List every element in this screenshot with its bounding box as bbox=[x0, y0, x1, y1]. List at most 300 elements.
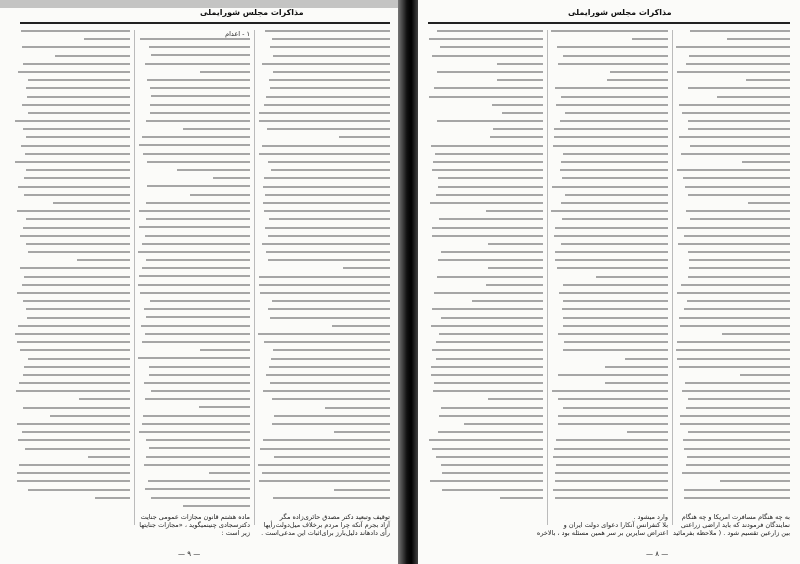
illegible-text-line bbox=[560, 120, 668, 122]
illegible-text-line bbox=[557, 46, 668, 48]
illegible-text-line bbox=[17, 210, 130, 212]
illegible-text-line bbox=[144, 382, 250, 384]
illegible-text-line bbox=[563, 55, 668, 57]
illegible-text-line bbox=[560, 169, 668, 171]
illegible-text-line bbox=[687, 300, 790, 302]
illegible-text-line bbox=[432, 235, 543, 237]
illegible-text-line bbox=[267, 128, 390, 130]
illegible-text-line bbox=[488, 398, 543, 400]
illegible-text-line bbox=[28, 251, 130, 253]
illegible-text-line bbox=[24, 276, 130, 278]
illegible-text-line bbox=[200, 349, 250, 351]
illegible-text-line bbox=[339, 136, 390, 138]
illegible-text-line bbox=[22, 46, 130, 48]
illegible-text-line bbox=[432, 55, 543, 57]
illegible-text-line bbox=[607, 79, 668, 81]
illegible-text-line bbox=[26, 243, 130, 245]
illegible-text-line bbox=[27, 317, 130, 319]
illegible-text-line bbox=[688, 128, 791, 130]
illegible-text-line bbox=[28, 112, 130, 114]
illegible-text-line bbox=[50, 415, 130, 417]
illegible-text-line bbox=[551, 30, 668, 32]
illegible-text-line bbox=[272, 38, 390, 40]
illegible-text-line bbox=[146, 439, 250, 441]
illegible-text-line bbox=[472, 300, 543, 302]
illegible-text-line bbox=[343, 267, 390, 269]
page-header: مذاکرات مجلس شورایملی bbox=[568, 8, 672, 17]
illegible-text-line bbox=[146, 259, 250, 261]
illegible-text-line bbox=[265, 194, 390, 196]
illegible-text-line bbox=[605, 382, 668, 384]
illegible-text-line bbox=[431, 374, 543, 376]
illegible-text-line bbox=[23, 300, 130, 302]
illegible-text-line bbox=[720, 480, 790, 482]
illegible-text-line bbox=[265, 227, 390, 229]
illegible-text-line bbox=[27, 96, 130, 98]
illegible-text-line bbox=[22, 284, 130, 286]
illegible-text-line bbox=[686, 407, 790, 409]
illegible-text-line bbox=[432, 448, 543, 450]
text-line: ماده هشتم قانون مجازات عمومی جنایت bbox=[140, 513, 250, 521]
illegible-text-line bbox=[270, 87, 390, 89]
text-line: وارد میشود . bbox=[633, 513, 668, 521]
illegible-text-line bbox=[676, 46, 790, 48]
illegible-text-line bbox=[558, 423, 668, 425]
illegible-text-line bbox=[268, 235, 390, 237]
illegible-text-line bbox=[145, 235, 250, 237]
illegible-text-line bbox=[25, 153, 130, 155]
illegible-text-line bbox=[142, 267, 250, 269]
illegible-text-line bbox=[17, 480, 130, 482]
illegible-text-line bbox=[434, 382, 543, 384]
illegible-text-line bbox=[551, 210, 668, 212]
illegible-text-line bbox=[143, 415, 250, 417]
illegible-text-line bbox=[84, 38, 130, 40]
text-line: توقیف وتبعید دکتر مصدق حائری‌زاده مگر bbox=[279, 513, 390, 521]
illegible-text-line bbox=[689, 55, 790, 57]
illegible-text-line bbox=[28, 489, 130, 491]
column-2 bbox=[258, 30, 390, 510]
illegible-text-line bbox=[20, 267, 130, 269]
illegible-text-line bbox=[687, 456, 790, 458]
illegible-text-line bbox=[563, 153, 668, 155]
illegible-text-line bbox=[441, 464, 543, 466]
illegible-text-line bbox=[565, 194, 668, 196]
illegible-text-line bbox=[556, 104, 668, 106]
illegible-text-line bbox=[563, 300, 668, 302]
illegible-text-line bbox=[23, 227, 130, 229]
illegible-text-line bbox=[21, 30, 130, 32]
illegible-text-line bbox=[145, 333, 250, 335]
illegible-text-line bbox=[486, 210, 543, 212]
page-number: — ۸ — bbox=[646, 550, 669, 558]
illegible-text-line bbox=[688, 120, 790, 122]
illegible-text-line bbox=[270, 317, 390, 319]
column-1 bbox=[138, 30, 250, 510]
illegible-text-line bbox=[742, 161, 790, 163]
illegible-text-line bbox=[146, 218, 250, 220]
illegible-text-line bbox=[26, 218, 130, 220]
illegible-text-line bbox=[26, 87, 130, 89]
illegible-text-line bbox=[563, 317, 668, 319]
illegible-text-line bbox=[22, 104, 130, 106]
illegible-text-line bbox=[272, 398, 390, 400]
illegible-text-line bbox=[684, 489, 790, 491]
illegible-text-line bbox=[28, 358, 130, 360]
column-2 bbox=[551, 30, 668, 510]
illegible-text-line bbox=[26, 308, 130, 310]
illegible-text-line bbox=[146, 120, 250, 122]
illegible-text-line bbox=[431, 325, 543, 327]
illegible-text-line bbox=[190, 194, 250, 196]
illegible-text-line bbox=[138, 357, 250, 359]
column-divider bbox=[672, 30, 673, 525]
illegible-text-line bbox=[690, 30, 790, 32]
illegible-text-line bbox=[433, 161, 543, 163]
illegible-text-line bbox=[139, 210, 250, 212]
illegible-text-line bbox=[432, 169, 543, 171]
illegible-text-line bbox=[558, 398, 668, 400]
illegible-text-line bbox=[273, 71, 390, 73]
illegible-text-line bbox=[679, 317, 790, 319]
illegible-text-line bbox=[683, 439, 790, 441]
illegible-text-line bbox=[685, 382, 790, 384]
illegible-text-line bbox=[555, 472, 669, 474]
illegible-text-line bbox=[556, 464, 668, 466]
illegible-text-line bbox=[266, 374, 390, 376]
illegible-text-line bbox=[437, 30, 543, 32]
illegible-text-line bbox=[690, 218, 790, 220]
illegible-text-line bbox=[677, 292, 790, 294]
illegible-text-line bbox=[464, 423, 544, 425]
illegible-text-line bbox=[430, 480, 543, 482]
illegible-text-line bbox=[554, 448, 668, 450]
illegible-text-line bbox=[140, 292, 250, 294]
text-line: نمایندگان فرمودند که باید اراضی زراعتی bbox=[680, 521, 790, 529]
illegible-text-line bbox=[24, 194, 130, 196]
illegible-text-line bbox=[682, 112, 790, 114]
text-line: زیر است : bbox=[221, 529, 250, 537]
illegible-text-line bbox=[17, 341, 130, 343]
illegible-text-line bbox=[432, 227, 543, 229]
illegible-text-line bbox=[144, 308, 250, 310]
illegible-text-line bbox=[436, 194, 543, 196]
illegible-text-line bbox=[262, 243, 390, 245]
illegible-text-line bbox=[145, 488, 250, 490]
illegible-text-line bbox=[259, 153, 390, 155]
illegible-text-line bbox=[563, 325, 668, 327]
illegible-text-line bbox=[685, 186, 790, 188]
illegible-text-line bbox=[17, 423, 130, 425]
illegible-text-line bbox=[563, 407, 668, 409]
illegible-text-line bbox=[438, 177, 543, 179]
illegible-text-line bbox=[262, 145, 390, 147]
illegible-text-line bbox=[19, 464, 130, 466]
illegible-text-line bbox=[258, 333, 390, 335]
illegible-text-line bbox=[260, 292, 390, 294]
illegible-text-line bbox=[268, 259, 390, 261]
illegible-text-line bbox=[151, 95, 250, 97]
illegible-text-line bbox=[442, 472, 543, 474]
illegible-text-line bbox=[441, 251, 543, 253]
illegible-text-line bbox=[18, 186, 130, 188]
illegible-text-line bbox=[259, 112, 390, 114]
illegible-text-line bbox=[438, 431, 543, 433]
illegible-text-line bbox=[429, 38, 543, 40]
illegible-text-line bbox=[145, 63, 250, 65]
illegible-text-line bbox=[77, 259, 130, 261]
illegible-text-line bbox=[688, 251, 790, 253]
illegible-text-line bbox=[23, 63, 130, 65]
illegible-text-line bbox=[146, 202, 250, 204]
illegible-text-line bbox=[149, 447, 250, 449]
illegible-text-line bbox=[434, 87, 543, 89]
illegible-text-line bbox=[26, 136, 130, 138]
bottom-text bbox=[258, 513, 390, 537]
illegible-text-line bbox=[200, 71, 250, 73]
illegible-text-line bbox=[557, 267, 668, 269]
illegible-text-line bbox=[143, 153, 250, 155]
illegible-text-line bbox=[679, 366, 790, 368]
illegible-text-line bbox=[562, 177, 668, 179]
illegible-text-line bbox=[439, 333, 543, 335]
illegible-text-line bbox=[266, 96, 390, 98]
illegible-text-line bbox=[19, 382, 130, 384]
illegible-text-line bbox=[269, 79, 390, 81]
illegible-text-line bbox=[262, 63, 390, 65]
illegible-text-line bbox=[16, 390, 130, 392]
illegible-text-line bbox=[272, 423, 390, 425]
illegible-text-line bbox=[432, 349, 543, 351]
illegible-text-line bbox=[680, 423, 790, 425]
illegible-text-line bbox=[561, 161, 668, 163]
illegible-text-line bbox=[553, 145, 669, 147]
illegible-text-line bbox=[17, 472, 130, 474]
illegible-text-line bbox=[142, 341, 250, 343]
illegible-text-line bbox=[25, 448, 130, 450]
illegible-text-line bbox=[20, 349, 130, 351]
illegible-text-line bbox=[265, 30, 390, 32]
illegible-text-line bbox=[605, 366, 668, 368]
illegible-text-line bbox=[140, 38, 250, 40]
illegible-text-line bbox=[15, 161, 130, 163]
illegible-text-line bbox=[431, 366, 543, 368]
illegible-text-line bbox=[145, 398, 250, 400]
illegible-text-line bbox=[552, 390, 668, 392]
illegible-text-line bbox=[139, 431, 250, 433]
illegible-text-line bbox=[437, 276, 543, 278]
illegible-text-line bbox=[264, 210, 390, 212]
illegible-text-line bbox=[138, 251, 250, 253]
illegible-text-line bbox=[688, 431, 790, 433]
illegible-text-line bbox=[438, 259, 543, 261]
illegible-text-line bbox=[688, 398, 790, 400]
illegible-text-line bbox=[558, 63, 668, 65]
illegible-text-line bbox=[627, 431, 668, 433]
illegible-text-line bbox=[209, 472, 250, 474]
illegible-text-line bbox=[263, 439, 390, 441]
illegible-text-line bbox=[722, 333, 790, 335]
illegible-text-line bbox=[486, 284, 543, 286]
text-line: رأی دادهاند دلیل‌بارز برای‌اثبات این مدعی‌است . bbox=[261, 529, 390, 537]
illegible-text-line bbox=[554, 136, 668, 138]
illegible-text-line bbox=[562, 308, 668, 310]
illegible-text-line bbox=[439, 415, 543, 417]
illegible-text-line bbox=[144, 464, 250, 466]
header-rule bbox=[428, 22, 790, 24]
illegible-text-line bbox=[553, 489, 668, 491]
illegible-text-line bbox=[679, 136, 790, 138]
text-line: بلا کنفرانس آنکارا دعوای دولت ایران و bbox=[563, 521, 668, 529]
column-divider bbox=[254, 30, 255, 525]
illegible-text-line bbox=[20, 235, 130, 237]
illegible-text-line bbox=[488, 243, 543, 245]
illegible-text-line bbox=[596, 276, 668, 278]
illegible-text-line bbox=[436, 456, 543, 458]
illegible-text-line bbox=[497, 63, 543, 65]
illegible-text-line bbox=[688, 194, 790, 196]
illegible-text-line bbox=[431, 145, 543, 147]
book-gutter bbox=[398, 0, 420, 564]
illegible-text-line bbox=[15, 120, 130, 122]
illegible-text-line bbox=[142, 243, 250, 245]
illegible-text-line bbox=[273, 497, 390, 499]
illegible-text-line bbox=[686, 210, 790, 212]
illegible-text-line bbox=[676, 349, 790, 351]
illegible-text-line bbox=[690, 145, 790, 147]
illegible-text-line bbox=[610, 71, 668, 73]
illegible-text-line bbox=[558, 415, 668, 417]
illegible-text-line bbox=[262, 472, 390, 474]
illegible-text-line bbox=[441, 407, 543, 409]
illegible-text-line bbox=[438, 186, 543, 188]
illegible-text-line bbox=[269, 366, 390, 368]
illegible-text-line bbox=[271, 358, 390, 360]
illegible-text-line bbox=[490, 136, 543, 138]
illegible-text-line bbox=[684, 308, 790, 310]
illegible-text-line bbox=[565, 112, 668, 114]
illegible-text-line bbox=[558, 333, 668, 335]
illegible-text-line bbox=[680, 415, 790, 417]
illegible-text-line bbox=[677, 227, 790, 229]
illegible-text-line bbox=[436, 341, 543, 343]
illegible-text-line bbox=[213, 177, 250, 179]
illegible-text-line bbox=[684, 235, 790, 237]
illegible-text-line bbox=[434, 292, 543, 294]
illegible-text-line bbox=[151, 497, 250, 499]
column-3 bbox=[428, 30, 543, 510]
illegible-text-line bbox=[429, 439, 543, 441]
illegible-text-line bbox=[183, 128, 250, 130]
illegible-text-line bbox=[270, 46, 390, 48]
text-line: بین زارعین تقسیم شود . ( ملاحظه بفرمائید bbox=[672, 529, 790, 537]
illegible-text-line bbox=[141, 325, 250, 327]
illegible-text-line bbox=[26, 169, 130, 171]
illegible-text-line bbox=[22, 431, 130, 433]
illegible-text-line bbox=[552, 186, 668, 188]
illegible-text-line bbox=[436, 358, 543, 360]
scan-smudge bbox=[0, 0, 400, 8]
column-1 bbox=[676, 30, 790, 510]
illegible-text-line bbox=[553, 456, 668, 458]
illegible-text-line bbox=[717, 96, 790, 98]
illegible-text-line bbox=[555, 251, 668, 253]
illegible-text-line bbox=[21, 145, 130, 147]
illegible-text-line bbox=[429, 96, 543, 98]
illegible-text-line bbox=[437, 71, 543, 73]
illegible-text-line bbox=[441, 317, 543, 319]
column-divider bbox=[547, 30, 548, 525]
illegible-text-line bbox=[148, 480, 250, 482]
illegible-text-line bbox=[263, 390, 390, 392]
illegible-text-line bbox=[150, 300, 250, 302]
illegible-text-line bbox=[149, 46, 250, 48]
illegible-text-line bbox=[88, 456, 130, 458]
illegible-text-line bbox=[15, 333, 130, 335]
illegible-text-line bbox=[149, 374, 250, 376]
illegible-text-line bbox=[493, 128, 543, 130]
illegible-text-line bbox=[555, 87, 668, 89]
illegible-text-line bbox=[147, 161, 250, 163]
illegible-text-line bbox=[689, 259, 790, 261]
illegible-text-line bbox=[561, 96, 668, 98]
illegible-text-line bbox=[748, 202, 790, 204]
illegible-text-line bbox=[272, 300, 390, 302]
illegible-text-line bbox=[682, 390, 790, 392]
illegible-text-line bbox=[177, 169, 250, 171]
illegible-text-line bbox=[23, 128, 130, 130]
illegible-text-line bbox=[437, 120, 543, 122]
illegible-text-line bbox=[555, 227, 668, 229]
illegible-text-line bbox=[555, 259, 668, 261]
illegible-text-line bbox=[689, 267, 790, 269]
illegible-text-line bbox=[559, 292, 668, 294]
illegible-text-line bbox=[259, 284, 390, 286]
illegible-text-line bbox=[746, 79, 790, 81]
page-header: مذاکرات مجلس شورایملی bbox=[200, 8, 304, 17]
illegible-text-line bbox=[677, 341, 790, 343]
illegible-text-line bbox=[53, 202, 130, 204]
illegible-text-line bbox=[442, 489, 543, 491]
illegible-text-line bbox=[439, 218, 543, 220]
illegible-text-line bbox=[678, 243, 790, 245]
illegible-text-line bbox=[18, 325, 130, 327]
illegible-text-line bbox=[554, 235, 668, 237]
bottom-text bbox=[536, 513, 668, 537]
illegible-text-line bbox=[79, 398, 130, 400]
illegible-text-line bbox=[183, 505, 250, 507]
illegible-text-line bbox=[151, 390, 250, 392]
illegible-text-line bbox=[264, 104, 390, 106]
illegible-text-line bbox=[268, 308, 390, 310]
illegible-text-line bbox=[151, 54, 250, 56]
illegible-text-line bbox=[150, 104, 250, 106]
illegible-text-line bbox=[269, 218, 390, 220]
illegible-text-line bbox=[55, 55, 130, 57]
text-line: اعتراض سایرین بر سر همین مسئله بود ، بالاخره bbox=[536, 529, 668, 537]
illegible-text-line bbox=[139, 275, 250, 277]
illegible-text-line bbox=[325, 407, 390, 409]
illegible-text-line bbox=[28, 79, 130, 81]
illegible-text-line bbox=[270, 382, 390, 384]
illegible-text-line bbox=[273, 349, 390, 351]
header-rule bbox=[20, 22, 390, 24]
page-number: — ۹ — bbox=[178, 550, 201, 558]
illegible-text-line bbox=[677, 358, 790, 360]
illegible-text-line bbox=[147, 185, 250, 187]
illegible-text-line bbox=[24, 366, 130, 368]
illegible-text-line bbox=[268, 161, 390, 163]
